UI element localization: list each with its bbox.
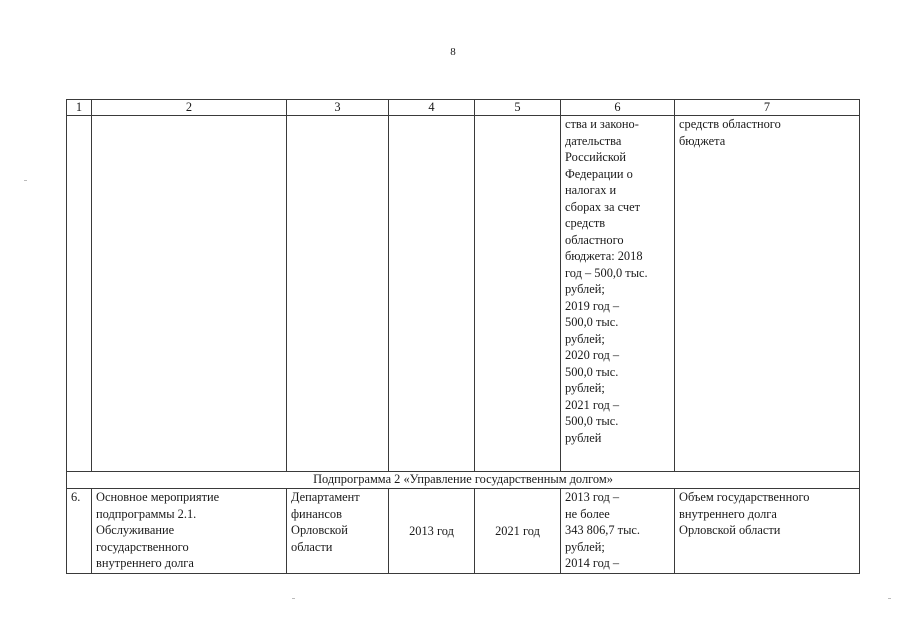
scan-speck: [888, 598, 891, 599]
result-cell: средств областного бюджета: [675, 116, 860, 472]
cell-empty: [287, 116, 389, 472]
col-header-4: 4: [389, 100, 475, 116]
cell-empty: [67, 116, 92, 472]
col-header-5: 5: [475, 100, 561, 116]
result-cell: Объем государственного внутреннего долга Орловской области: [675, 489, 860, 574]
end-year: 2021 год: [475, 489, 561, 574]
col-header-3: 3: [287, 100, 389, 116]
continuation-row: [67, 116, 860, 472]
col-header-6: 6: [561, 100, 675, 116]
program-table: [66, 99, 860, 574]
scan-speck: [292, 598, 295, 599]
row-number: 6.: [67, 489, 92, 574]
start-year: 2013 год: [389, 489, 475, 574]
table-row: [67, 489, 860, 574]
subprogram-row: [67, 472, 860, 489]
cell-empty: [92, 116, 287, 472]
col-header-1: 1: [67, 100, 92, 116]
col-header-2: 2: [92, 100, 287, 116]
subprogram-title: Подпрограмма 2 «Управление государственным долгом»: [67, 472, 860, 489]
cell-empty: [475, 116, 561, 472]
page-number: 8: [450, 46, 456, 58]
cell-empty: [389, 116, 475, 472]
funding-cell: 2013 год – не более 343 806,7 тыс. рублей; 2014 год –: [561, 489, 675, 574]
executor: Департамент финансов Орловской области: [287, 489, 389, 574]
col-header-7: 7: [675, 100, 860, 116]
activity-name: Основное мероприятие подпрограммы 2.1. Обслуживание государственного внутреннего долга: [92, 489, 287, 574]
scan-speck: [24, 180, 27, 181]
funding-cell: ства и законо- дательства Российской Федерации о налогах и сборах за счет средств областного бюджета: 2018 год – 500,0 тыс. рублей; 2019 год – 500,0 тыс. рублей; 2020 год – 500,0 тыс. рублей; 2021 год – 500,0 тыс. рублей: [561, 116, 675, 472]
column-number-row: [67, 100, 860, 116]
